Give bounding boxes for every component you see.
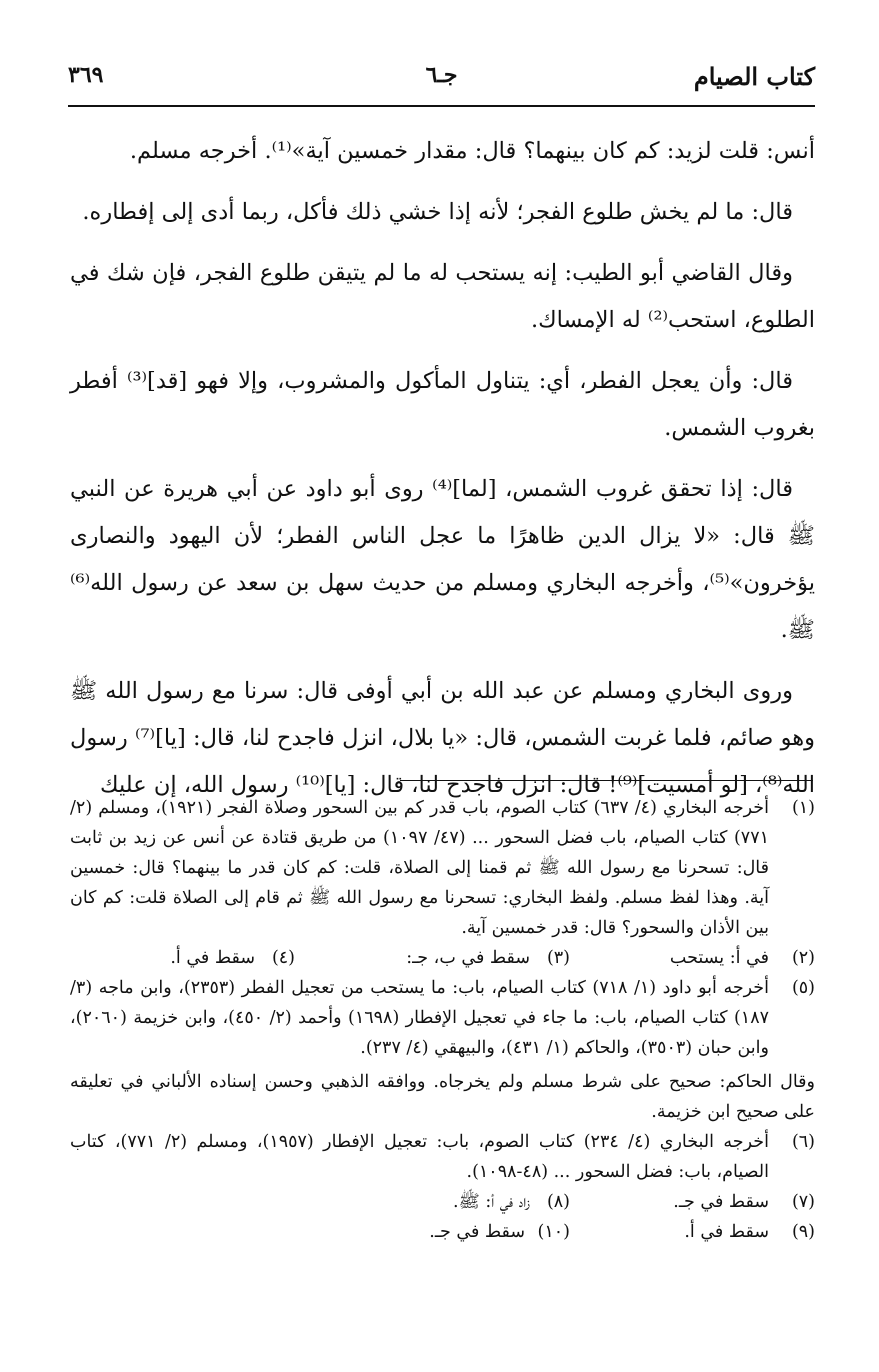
footnote-rule (400, 780, 813, 781)
footnote-text: زاد في أ: ﷺ. (453, 1192, 530, 1212)
footnote-text: سقط في ب، جـ: (406, 948, 530, 968)
paragraph-3: وقال القاضي أبو الطيب: إنه يستحب له ما لم يتيقن طلوع الفجر، فإن شك في الطلوع، استحب⁽²⁾ له الإمساك. (70, 260, 815, 333)
paragraph-5: قال: إذا تحقق غروب الشمس، [لما]⁽⁴⁾ روى أبو داود عن أبي هريرة عن النبي ﷺ قال: «لا يزال الدين ظاهرًا ما عجل الناس الفطر؛ لأن اليهود والنصارى يؤخرون»⁽⁵⁾، وأخرجه البخاري ومسلم من حديث سهل بن سعد عن رسول الله⁽⁶⁾ ﷺ. (70, 476, 815, 643)
footnote-6 (70, 1127, 815, 1187)
footnote-number: (٩) (791, 1222, 815, 1242)
footnote-5 (70, 973, 815, 1063)
footnote-text: وقال الحاكم: صحيح على شرط مسلم ولم يخرجاه. ووافقه الذهبي وحسن إسناده الألباني في تعليقه على صحيح ابن خزيمة. (70, 1072, 815, 1122)
footnote-number: (١٠) (537, 1222, 570, 1242)
footnote-row-9-10 (70, 1217, 815, 1247)
footnote-5-continuation (70, 1067, 815, 1127)
footnote-row-2-4 (70, 943, 815, 973)
footnote-number: (٨) (546, 1192, 570, 1212)
footnote-number: (٦) (791, 1132, 815, 1152)
footnote-text: سقط في أ. (684, 1222, 769, 1242)
footnote-text: سقط في جـ. (673, 1192, 769, 1212)
paragraph-6: وروى البخاري ومسلم عن عبد الله بن أبي أوفى قال: سرنا مع رسول الله ﷺ وهو صائم، فلما غربت الشمس، قال: «يا بلال، انزل فاجدح لنا، قال: [يا]⁽⁷⁾ رسول الله⁽⁸⁾، [لو أمسيت]⁽⁹⁾! قال: انزل فاجدح لنا، قال: [يا]⁽¹⁰⁾ رسول الله، إن عليك (70, 678, 815, 798)
paragraph-4: قال: وأن يعجل الفطر، أي: يتناول المأكول والمشروب، وإلا فهو [قد]⁽³⁾ أفطر بغروب الشمس. (70, 368, 815, 441)
footnote-number: (١) (791, 798, 815, 818)
footnote-row-7-8 (70, 1187, 815, 1217)
page-header (68, 62, 815, 102)
main-text (70, 128, 815, 809)
volume-label: جـ٦ (425, 62, 458, 88)
footnote-1 (70, 793, 815, 943)
footnote-text: سقط في جـ. (429, 1222, 525, 1242)
book-title: كتاب الصيام (693, 62, 815, 91)
paragraph-1: أنس: قلت لزيد: كم كان بينهما؟ قال: مقدار خمسين آية»⁽¹⁾. أخرجه مسلم. (129, 138, 815, 164)
footnote-number: (٥) (791, 978, 815, 998)
footnote-number: (٣) (546, 948, 570, 968)
footnote-text: في أ: يستحب (669, 948, 769, 968)
footnotes (70, 793, 815, 1247)
footnote-number: (٢) (791, 948, 815, 968)
footnote-number: (٤) (271, 948, 295, 968)
footnote-text: سقط في أ. (170, 948, 255, 968)
footnote-text: أخرجه البخاري (٤/ ٢٣٤) كتاب الصوم، باب: تعجيل الإفطار (١٩٥٧)، ومسلم (٢/ ٧٧١)، كتاب الصيام، باب: فضل السحور ... (٤٨-١٠٩٨). (70, 1132, 769, 1182)
paragraph-2: قال: ما لم يخش طلوع الفجر؛ لأنه إذا خشي ذلك فأكل، ربما أدى إلى إفطاره. (82, 199, 793, 225)
header-rule (68, 105, 815, 107)
page-number: ٣٦٩ (68, 62, 104, 88)
footnote-number: (٧) (791, 1192, 815, 1212)
footnote-text: أخرجه أبو داود (١/ ٧١٨) كتاب الصيام، باب: ما يستحب من تعجيل الفطر (٢٣٥٣)، وابن ماجه (٣/ ١٨٧) كتاب الصيام، باب: ما جاء في تعجيل الإفطار (١٦٩٨) وأحمد (٢/ ٤٥٠)، وابن خزيمة (٢٠٦٠)، وابن حبان (٣٥٠٣)، والحاكم (١/ ٤٣١)، والبيهقي (٤/ ٢٣٧). (70, 978, 769, 1058)
footnote-text: أخرجه البخاري (٤/ ٦٣٧) كتاب الصوم، باب قدر كم بين السحور وصلاة الفجر (١٩٢١)، ومسلم (٢/ ٧٧١) كتاب الصيام، باب فضل السحور ... (٤٧/ ١٠٩٧) من طريق قتادة عن أنس عن زيد بن ثابت قال: تسحرنا مع رسول الله ﷺ ثم قمنا إلى الصلاة، قلت: كم كان قدر ما بينهما؟ قال: خمسين آية. وهذا لفظ مسلم. ولفظ البخاري: تسحرنا مع رسول الله ﷺ ثم قام إلى الصلاة قلت: كم كان بين الأذان والسحور؟ قال: قدر خمسين آية. (70, 798, 769, 938)
